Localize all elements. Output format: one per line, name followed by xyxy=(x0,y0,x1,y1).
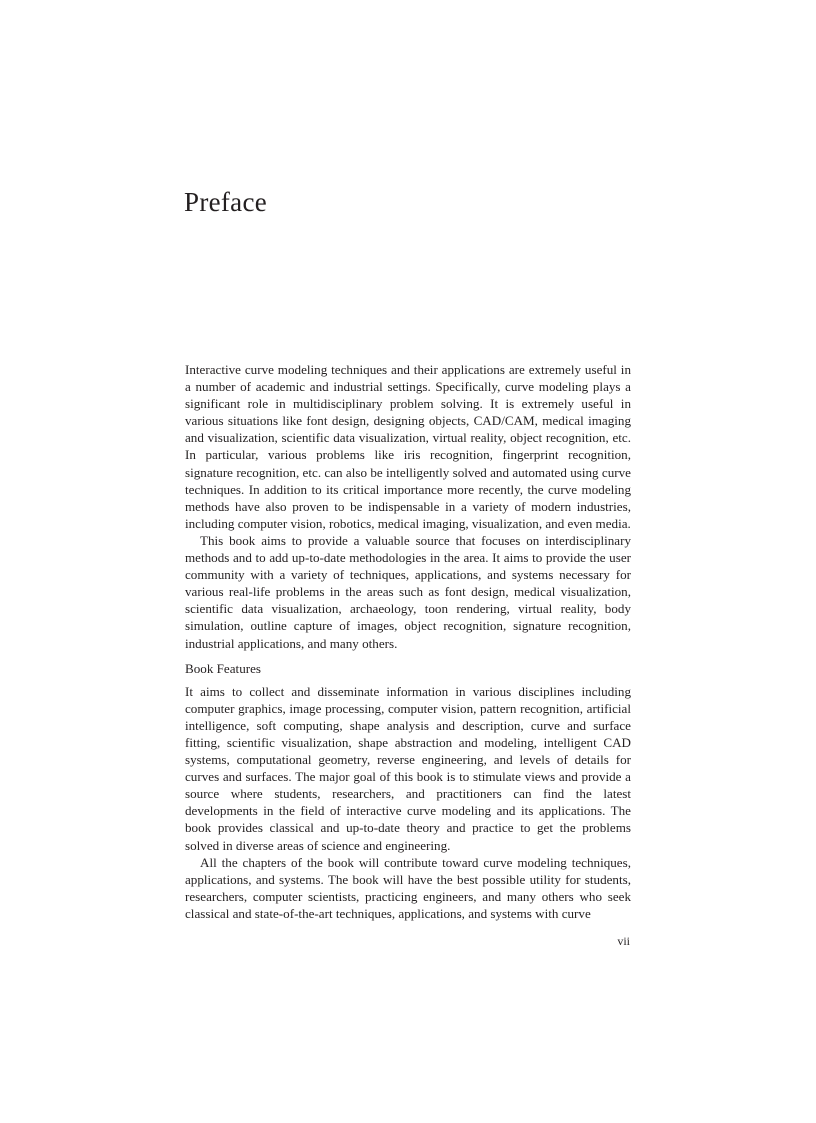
chapter-title: Preface xyxy=(184,187,268,217)
section-heading-book-features: Book Features xyxy=(185,660,262,676)
features-paragraph: It aims to collect and disseminate information in various disciplines including computer graphics, image processing, computer vision, pattern recognition, artificial intelligence, soft computing, shape analysis and description, curve and surface fitting, scientific visualization, shape abstraction and modeling, intelligent CAD systems, computational geometry, reverse engineering, and levels of details for curves and surfaces. The major goal of this book is to stimulate views and provide a source where students, researchers, and practitioners can find the latest developments in the field of interactive curve modeling and its applications. The book provides classical and up-to-date theory and practice to get the problems solved in diverse areas of science and engineering. xyxy=(185,683,631,853)
body-text xyxy=(185,361,631,922)
contribution-paragraph: All the chapters of the book will contribute toward curve modeling techniques, applications, and systems. The book will have the best possible utility for students, researchers, computer scientists, practicing engineers, and many others who seek classical and state-of-the-art techniques, applications, and systems with curve xyxy=(185,854,631,921)
page-number: vii xyxy=(617,934,630,948)
intro-paragraph: Interactive curve modeling techniques and their applications are extremely useful in a number of academic and industrial settings. Specifically, curve modeling plays a significant role in multidisciplinary problem solving. It is extremely useful in various situations like font design, designing objects, CAD/CAM, medical imaging and visualization, scientific data visualization, virtual reality, object recognition, etc. In particular, various problems like iris recognition, fingerprint recognition, signature recognition, etc. can also be intelligently solved and automated using curve techniques. In addition to its critical importance more recently, the curve modeling methods have also proven to be indispensable in a variety of modern industries, including computer vision, robotics, medical imaging, visualization, and even media. xyxy=(185,362,631,531)
aims-paragraph: This book aims to provide a valuable source that focuses on interdisciplinary methods and to add up-to-date methodologies in the area. It aims to provide the user community with a variety of techniques, applications, and systems necessary for various real-life problems in the areas such as font design, medical visualization, scientific data visualization, archaeology, toon rendering, virtual reality, body simulation, outline capture of images, object recognition, signature recognition, industrial applications, and many others. xyxy=(185,532,631,651)
